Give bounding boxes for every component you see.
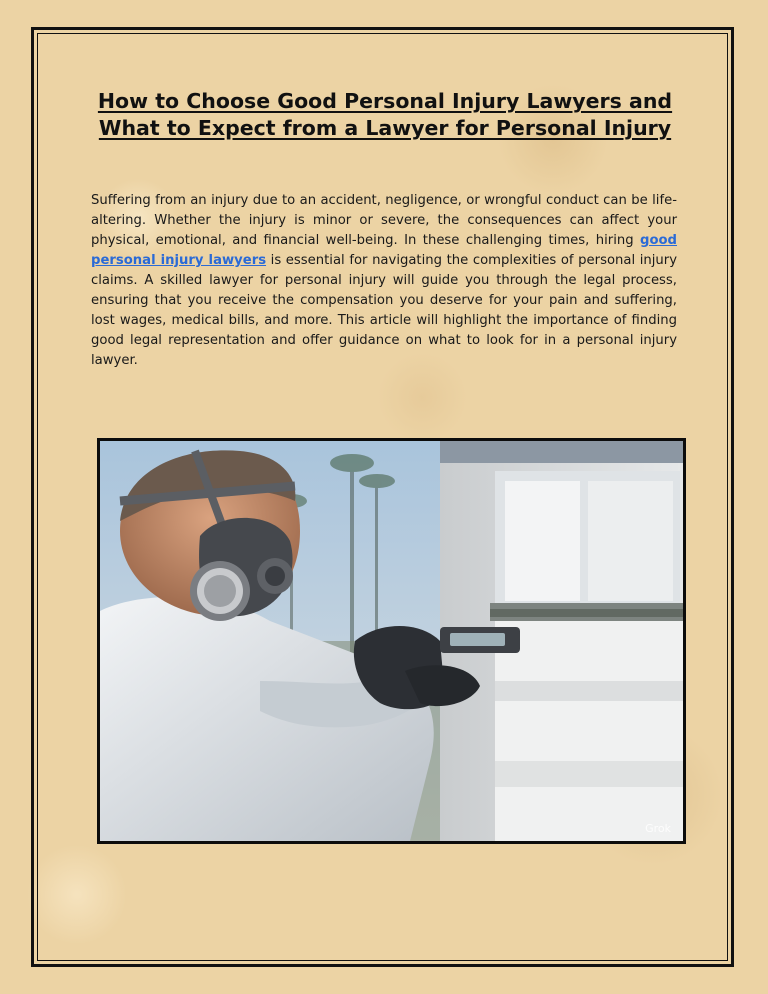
grok-watermark: Grok: [645, 822, 671, 835]
article-paragraph: [91, 191, 677, 371]
article-title: How to Choose Good Personal Injury Lawyers and What to Expect from a Lawyer for Personal Injury: [97, 89, 673, 140]
personal-injury-lawyers-link[interactable]: good personal injury lawyers: [91, 233, 677, 268]
paragraph-text-end: is essential for navigating the complexities of personal injury claims. A skilled lawyer for personal injury will guide you through the legal process, ensuring that you receive the compensation you deserve for your pain and suffering, lost wages, medical bills, and more. This article will highlight the importance of finding good legal representation and offer guidance on what to look for in a personal injury lawyer.: [91, 253, 677, 368]
article-photo: [97, 438, 686, 844]
inspector-with-respirator-illustration: [100, 441, 683, 841]
paragraph-text-start: Suffering from an injury due to an accident, negligence, or wrongful conduct can be life-altering. Whether the injury is minor or severe, the consequences can affect your physical, emotional, and financial well-being. In these challenging times, hiring: [91, 193, 677, 248]
